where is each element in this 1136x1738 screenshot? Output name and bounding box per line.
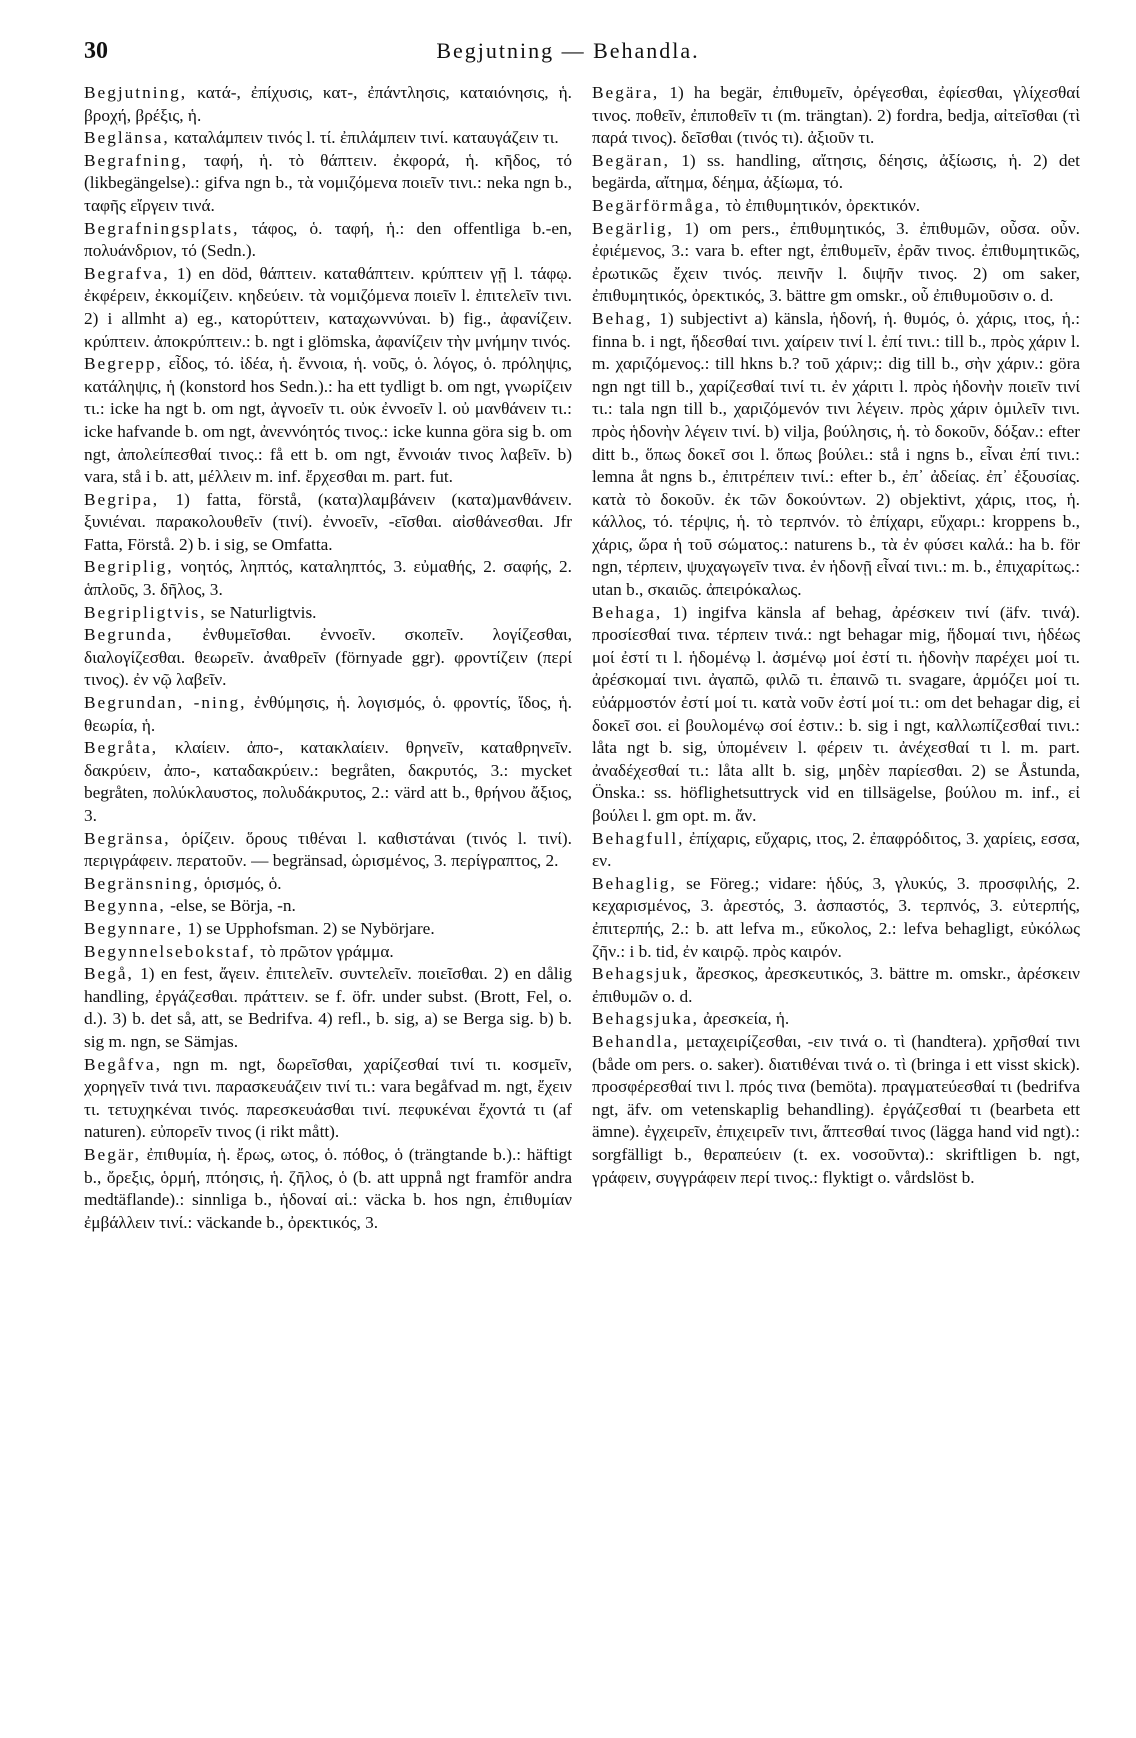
entry-headword: Begära, [592,83,660,102]
entry-definition: ἄρεσκος, ἀρεσκευτικός, 3. bättre m. omskr., ἀρέσκειν ἐπιθυμῶν o. d. [592,964,1080,1006]
dictionary-entry [84,602,572,625]
entry-definition: se Föreg.; vidare: ἡδύς, 3, γλυκύς, 3. προσφιλής, 2. κεχαρισμένος, 3. ἀρεστός, 3. ἀσπαστός, 3. τερπνός, 3. εὐτερπής, ἐπιτερπής, 2.: b. att lefva m., εὔκολος, 2.: lefva behagligt, εὐκόλως ζῆν.: i b. tid, ἐν καιρῷ. πρὸς καιρόν. [592,873,1080,961]
entry-headword: Begjutning, [84,83,188,102]
entry-headword: Begär, [84,1144,141,1164]
dictionary-entry [84,624,572,692]
dictionary-entry [84,218,572,263]
entry-definition: μεταχειρίζεσθαι, -ειν τινά o. τὶ (handtera). χρῆσθαί τινι (både om pers. o. saker). διατιθέναι τινά o. τὶ (bringa i ett visst skick). προσφέρεσθαί τινι l. πρός τινα (bemöta). πραγματεύεσθαί τι (bedrifva ngt, äfv. om vetenskaplig behandling). ἐργάζεσθαί τι (bearbeta ett ämne). ἐγχειρεῖν, ἐπιχειρεῖν τινι, ἅπτεσθαί τινος (lägga hand vid ngt).: sorgfälligt b., θεραπεύειν (t. ex. νοσοῦντα).: skriftligen b. ngt, γράφειν, συγγράφειν περί τινος.: flyktigt o. vårdslöst b. [592,1031,1080,1187]
dictionary-entry [84,150,572,218]
dictionary-entry [84,127,572,150]
entry-definition: τὸ ἐπιθυμητικόν, ὀρεκτικόν. [721,195,921,215]
entry-headword: Begynna, [84,896,166,916]
entry-definition: ἀρεσκεία, ἡ. [698,1009,790,1029]
entry-definition: -else, se Börja, -n. [165,896,296,916]
dictionary-entry [592,308,1080,602]
entry-headword: Begriplig, [84,557,174,577]
entry-headword: Begrafning, [84,150,189,170]
dictionary-entry [592,82,1080,150]
entry-definition: 1) om pers., ἐπιθυμητικός, 3. ἐπιθυμῶν, οὖσα. οὖν. ἐφιέμενος, 3.: vara b. efter ngt, ἐπιθυμεῖν, ἐρᾶν τινος. ἐπιθυμητικῶς, ἐρωτικῶς ἔχειν τινός. πεινῆν l. διψῆν τινος. 2) om saker, ἐπιθυμητικός, ὀρεκτικός, 3. bättre gm omskr., οὗ ἐπιθυμοῦσιν o. d. [592,218,1080,306]
entry-definition: ἐνθυμεῖσθαι. ἐννοεῖν. σκοπεῖν. λογίζεσθαι, διαλογίζεσθαι. θεωρεῖν. ἀναθρεῖν (förnyade ggr). φροντίζειν (περί τινος). ἐν νῷ λαβεῖν. [84,625,572,690]
dictionary-entry [84,353,572,489]
entry-headword: Begäran, [592,150,670,170]
entry-headword: Behandla, [592,1031,680,1051]
dictionary-entry [84,1054,572,1144]
dictionary-entry [592,873,1080,963]
entry-headword: Beglänsa, [84,128,170,148]
entry-definition: ngn m. ngt, δωρεῖσθαι, χαρίζεσθαί τινί τι. κοσμεῖν, χορηγεῖν τινά τινι. παρασκευάζειν τινί τι.: vara begåfvad m. ngt, ἔχειν τι. τετυχηκέναι τινός. παρεσκευάσθαι τινί. πεφυκέναι ἔχοντά τι (af naturen). εὐπορεῖν τινος (i rikt mått). [84,1054,572,1142]
entry-headword: Begynnelsebokstaf, [84,941,256,961]
entry-definition: 1) en fest, ἄγειν. ἐπιτελεῖν. συντελεῖν. ποιεῖσθαι. 2) en dålig handling, ἐργάζεσθαι. πράττειν. se f. öfr. under subst. (Brott, Fel, o. d.). 3) b. det så, att, se Bedrifva. 4) refl., b. sig, a) se Berga sig. b) b. sig m. ngn, se Sämjas. [84,964,572,1051]
entry-headword: Begrafningsplats, [84,218,240,238]
entry-definition: νοητός, ληπτός, καταληπτός, 3. εὐμαθής, 2. σαφής, 2. ἁπλοῦς, 3. δῆλος, 3. [84,557,572,600]
entry-headword: Begripa, [84,489,160,509]
dictionary-entry [592,195,1080,218]
entry-headword: Begåfva, [84,1054,162,1074]
entry-headword: Begrafva, [84,263,170,283]
entry-headword: Begränsning, [84,873,200,893]
entry-definition: εἶδος, τό. ἰδέα, ἡ. ἔννοια, ἡ. νοῦς, ὁ. λόγος, ὁ. πρόληψις, κατάληψις, ἡ (konstord hos Sedn.).: ha ett tydligt b. om ngt, γνωρίζειν τι.: icke ha ngt b. om ngt, ἀγνοεῖν τι. οὐκ ἐννοεῖν l. οὐ μανθάνειν τι.: icke hafvande b. om ngt, ἀνεννόητός τινος.: icke kunna göra sig b. om ngt, ἀπολείπεσθαί τινος.: få ett b. om ngt, ἔννοιάν τινος λαβεῖν. b) vara, stå i b. att, μέλλειν m. inf. ἔρχεσθαι m. part. fut. [84,354,572,487]
entry-definition: κατά-, ἐπίχυσις, κατ-, ἐπάντλησις, καταιόνησις, ἡ. βροχή, βρέξις, ἡ. [84,83,572,125]
dictionary-entry [592,602,1080,828]
dictionary-entry [592,150,1080,195]
entry-definition: ἐπιθυμία, ἡ. ἔρως, ωτος, ὁ. πόθος, ὁ (trängtande b.).: häftigt b., ὄρεξις, ὁρμή, πτόησις, ἡ. ζῆλος, ὁ (b. att uppnå ngt framför andra medtäflande).: sinnliga b., ἡδοναί αἱ.: väcka b. hos ngn, ἐπιθυμίαν ἐμβάλλειν τινί.: väckande b., ὀρεκτικός, 3. [84,1144,572,1232]
page-header [0,34,1136,70]
left-column [84,82,572,1712]
page-number: 30 [84,38,108,64]
entry-definition: 1) ha begär, ἐπιθυμεῖν, ὀρέγεσθαι, ἐφίεσθαι, γλίχεσθαί τινος. ποθεῖν, ἐπιποθεῖν τι (m. trängtan). 2) fordra, bedja, αἰτεῖσθαι (τὶ παρά τινος). δεῖσθαι (τινός τι). ἀξιοῦν τι. [592,83,1080,148]
entry-definition: 1) subjectivt a) känsla, ἡδονή, ἡ. θυμός, ὁ. χάρις, ιτος, ἡ.: finna b. i ngt, ἥδεσθαί τινι. χαίρειν τινί l. ἐπί τινι.: till b., πρὸς χάριν l. m. χαριζόμενος.: till hkns b.? τοῦ χάριν;: dig till b., σὴν χάριν.: göra ngn ngt till b., χαρίζεσθαί τινί τι. ἐν χάριτι l. πρὸς ἡδονὴν ποιεῖν τινί τι.: tala ngn till b., χαριζόμενόν τινι λέγειν. πρὸς χάριν ὁμιλεῖν τινι. πρὸς ἡδονὴν λέγειν τινί. b) vilja, βούλησις, ἡ. τὸ δοκοῦν, δόξαν.: efter ditt b., ὅπως δοκεῖ σοι l. ὅπως βούλει.: stå i ngns b., εἶναι ἐπί τινι.: lemna åt ngns b., ἐπιτρέπειν τινί.: efter b., ἐπ᾽ ἀδείας. ἐπ᾽ ἐξουσίας. κατὰ τὸ δοκοῦν. ἐκ τῶν δοκούντων. 2) objektivt, χάρις, ιτος, ἡ. κάλλος, τό. τέρψις, ἡ. τὸ τερπνόν. τὸ ἐπίχαρι, εὔχαρι.: kroppens b., χάρις, ὥρα ἡ τοῦ σώματος.: naturens b., τὰ ἐν φύσει καλά.: ha b. för ngn, τέρπειν, ψυχαγωγεῖν τινα. ἐν ἡδονῇ εἶναί τινι.: m. b., ἐπιχαρίτως.: utan b., σκαιῶς. ἀπειρόκαλως. [592,308,1080,600]
entry-headword: Begripligtvis, [84,602,207,622]
entry-definition: καταλάμπειν τινός l. τί. ἐπιλάμπειν τινί. καταυγάζειν τι. [169,128,559,148]
dictionary-entry [84,941,572,964]
dictionary-entry [84,692,572,737]
entry-headword: Begärlig, [592,218,674,238]
entry-definition: 1) ss. handling, αἴτησις, δέησις, ἀξίωσις, ἡ. 2) det begärda, αἴτημα, δέημα, ἀξίωμα, τό. [592,150,1080,193]
dictionary-entry [592,218,1080,308]
entry-definition: 1) se Upphofsman. 2) se Nybörjare. [183,918,435,938]
dictionary-entry [84,263,572,353]
entry-headword: Behagfull, [592,828,685,848]
entry-definition: 1) en död, θάπτειν. καταθάπτειν. κρύπτειν γῇ l. τάφῳ. ἐκφέρειν, ἐκκομίζειν. κηδεύειν. τὰ νομιζόμενα ποιεῖν l. ἐπιτελεῖν τινι. 2) i allmht a) eg., κατορύττειν, καταχωννύναι. b) fig., ἀφανίζειν. κρύπτειν. ἀποκρύπτειν.: b. ngt i glömska, ἀφανίζειν τὴν μνήμην τινός. [84,263,572,351]
entry-headword: Begrunda, [84,625,174,645]
entry-headword: Behagsjuka, [592,1009,699,1029]
dictionary-entry [84,895,572,918]
dictionary-entry [84,918,572,941]
entry-definition: ὁρισμός, ὁ. [199,873,282,893]
entry-headword: Begråta, [84,738,159,758]
dictionary-entry [592,828,1080,873]
entry-definition: se Naturligtvis. [206,602,317,622]
right-column [592,82,1080,1712]
entry-definition: κλαίειν. ἀπο-, κατακλαίειν. θρηνεῖν, καταθρηνεῖν. δακρύειν, ἀπο-, καταδακρύειν.: begråten, δακρυτός, 3.: mycket begråten, πολύκλαυστος, πολυδάκρυτος, 2.: värd att b., θρήνου ἄξιος, 3. [84,738,572,825]
entry-definition: τὸ πρῶτον γράμμα. [255,941,394,961]
dictionary-entry [84,489,572,557]
entry-definition: ταφή, ἡ. τὸ θάπτειν. ἐκφορά, ἡ. κῆδος, τό (likbegängelse).: gifva ngn b., τὰ νομιζόμενα ποιεῖν τινι.: neka ngn b., ταφῆς εἴργειν τινά. [84,150,572,215]
dictionary-entry [84,82,572,127]
entry-headword: Begrundan, -ning, [84,693,247,713]
entry-definition: τάφος, ὁ. ταφή, ἡ.: den offentliga b.-en, πολυάνδριον, τό (Sedn.). [84,218,572,261]
dictionary-entry [84,556,572,601]
dictionary-entry [592,1031,1080,1189]
entry-definition: ἐνθύμησις, ἡ. λογισμός, ὁ. φροντίς, ἴδος, ἡ. θεωρία, ἡ. [84,693,572,735]
running-head: Begjutning — Behandla. [436,38,700,63]
entry-definition: 1) fatta, förstå, (κατα)λαμβάνειν (κατα)μανθάνειν. ξυνιέναι. παρακολουθεῖν (τινί). ἐννοεῖν, -εῖσθαι. αἰσθάνεσθαι. Jfr Fatta, Förstå. 2) b. i sig, se Omfatta. [84,489,572,554]
dictionary-entry [84,873,572,896]
entry-definition: ἐπίχαρις, εὔχαρις, ιτος, 2. ἐπαφρόδιτος, 3. χαρίεις, εσσα, εν. [592,828,1080,871]
dictionary-entry [84,1144,572,1234]
entry-headword: Begynnare, [84,918,184,938]
entry-headword: Begärförmåga, [592,195,722,215]
entry-headword: Behaga, [592,602,663,622]
dictionary-entry [592,963,1080,1008]
entry-headword: Begränsa, [84,828,171,848]
entry-definition: 1) ingifva känsla af behag, ἀρέσκειν τινί (äfv. τινά). προσίεσθαί τινα. τέρπειν τινά.: ngt behagar mig, ἥδομαί τινι, ἡδέως μοί ἐστί τι l. ἡδομένῳ l. ἀσμένῳ μοί ἐστί τι. ἡδονὴν παρέχει μοί τι. ἀρέσκομαί τινι. ἀγαπῶ, φιλῶ τι. ἐπαινῶ τι. svagare, ἁρμόζει μοί τι. εὐάρμοστόν ἐστί μοί τι. κατὰ νοῦν ἐστί μοί τι.: om det behagar dig, εἰ δοκεῖ σοι. εἰ βουλομένῳ σοί ἐστιν.: b. sig i ngt, καλλωπίζεσθαί τινι.: låta ngt b. sig, ὑπομένειν l. φέρειν τι. ἀνέχεσθαί τι l. m. part. ἀναδέχεσθαί τι.: låta allt b. sig, μηδὲν παρίεσθαι. 2) se Åstunda, Önska.: ss. höflighetsuttryck vid en tillsägelse, βούλου m. inf., εἰ βούλει l. gm opt. m. ἄν. [592,602,1080,825]
dictionary-entry [84,963,572,1053]
dictionary-entry [592,1008,1080,1031]
dictionary-entry [84,737,572,827]
entry-headword: Begå, [84,964,134,984]
dictionary-entry [84,828,572,873]
entry-headword: Behagsjuk, [592,964,690,984]
entry-definition: ὁρίζειν. ὅρους τιθέναι l. καθιστάναι (τινός l. τινί). περιγράφειν. περατοῦν. — begränsad, ὡρισμένος, 3. περίγραπτος, 2. [84,828,572,871]
entry-headword: Behaglig, [592,873,677,893]
entry-headword: Behag, [592,308,653,328]
entry-headword: Begrepp, [84,354,163,374]
